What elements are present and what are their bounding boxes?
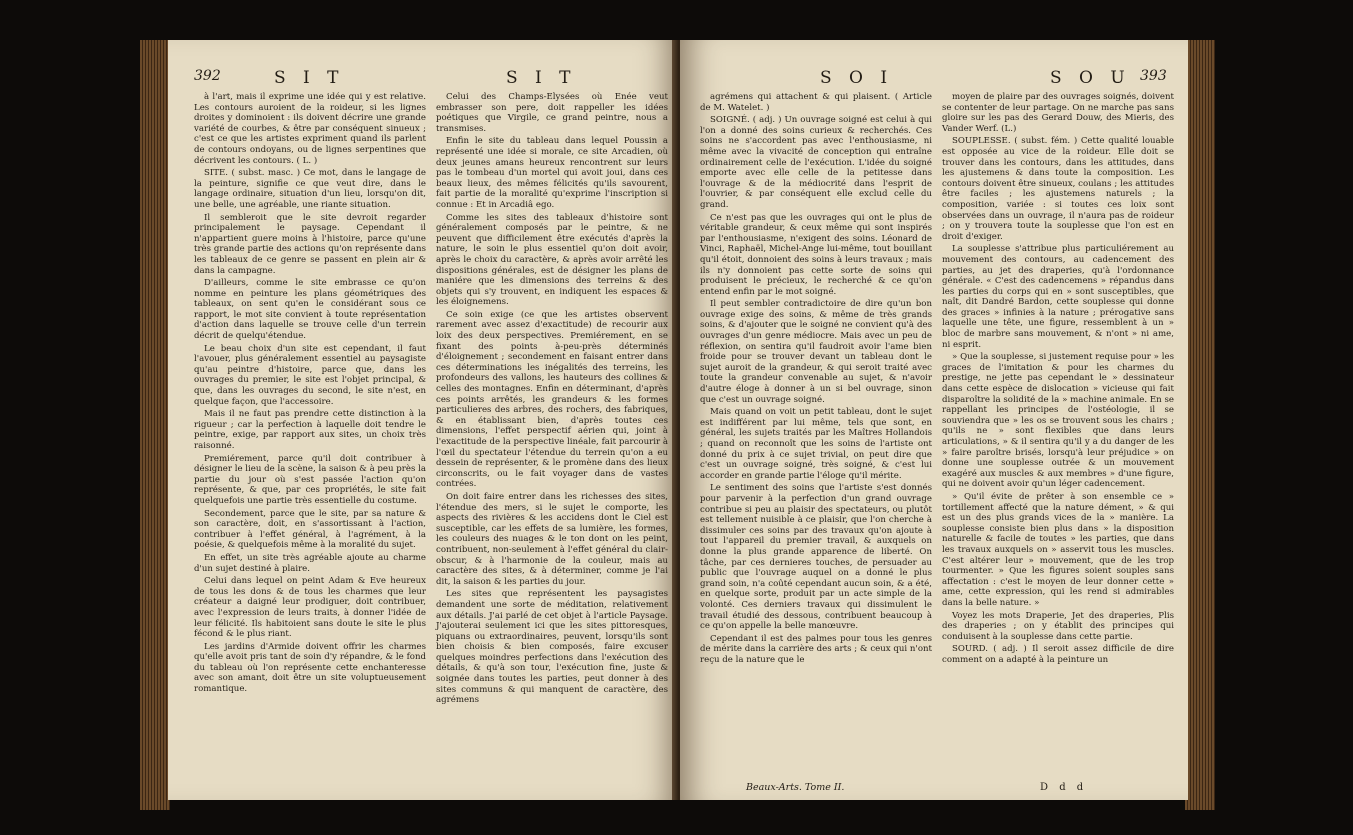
paragraph: Il peut sembler contradictoire de dire qu'un bon ouvrage exige des soins, & même de très grands soins, & d'ajouter que le soigné ne convient qu'à des ouvrages d'un genre médiocre. Mais avec un peu de réflexion, on sentira qu'il faudroit avoir l'ame bien froide pour se trouver devant un tableau dont le sujet auroit de la grandeur, & qui seroit traité avec toute la grandeur convenable au sujet, & n'avoir d'autre éloge à donner à un si bel ouvrage, sinon que c'est un ouvrage soigné. xyxy=(700,299,932,405)
paragraph: Celui dans lequel on peint Adam & Eve heureux de tous les dons & de tous les charmes que leur créateur a daigné leur prodiguer, doit contribuer, avec l'expression de leurs traits, à donner l'idée de leur félicité. Ils habitoient sans doute le site le plus fécond & le plus riant. xyxy=(194,576,426,640)
running-head-left-col1: S I T xyxy=(274,68,345,88)
paragraph: Mais il ne faut pas prendre cette distinction à la rigueur ; car la perfection à laquelle doit tendre le peintre, exige, par rapport aux sites, un choix très raisonné. xyxy=(194,409,426,451)
page-number-left: 392 xyxy=(194,68,221,84)
book-fore-edge-right xyxy=(1185,40,1215,810)
paragraph: Les jardins d'Armide doivent offrir les charmes qu'elle avoit pris tant de soin d'y répandre, & le fond du tableau où l'on représente cette enchanteresse avec son amant, doit être un site voluptueusement romantique. xyxy=(194,641,426,695)
right-running-head xyxy=(680,68,1188,90)
paragraph: Secondement, parce que le site, par sa nature & son caractère, doit, en s'assortissant à l'action, contribuer à l'effet général, à l'agrément, à la poésie, & quelquefois même à la moralité du sujet. xyxy=(194,508,426,551)
running-head-right-col2: S O U xyxy=(1050,68,1131,88)
paragraph: Le sentiment des soins que l'artiste s'est donnés pour parvenir à la perfection d'un grand ouvrage contribue si peu au plaisir des spectateurs, ou plutôt est tellement nuisible à ce plaisir, que l'on cherche à dissimuler ces soins par des travaux qu'on ajoute à tout l'appareil du premier travail, & auxquels on donne la plus grande apparence de liberté. On tâche, par ces dernieres touches, de persuader au public que l'ouvrage auquel on a donné le plus grand soin, n'a coûté cependant aucun soin, & a été, en quelque sorte, produit par un acte simple de la volonté. Ces derniers travaux qui dissimulent le travail étudié des dessous, contribuent beaucoup à ce qu'on appelle la belle manœuvre. xyxy=(700,483,932,632)
left-page-column-2 xyxy=(436,92,668,708)
paragraph: SITE. ( subst. masc. ) Ce mot, dans le langage de la peinture, signifie ce que veut dire, dans le langage ordinaire, situation d'un lieu, lorsqu'on dit, une belle, une agréable, une riante situation. xyxy=(194,168,426,210)
paragraph: Premiérement, parce qu'il doit contribuer à désigner le lieu de la scène, la saison & à peu près la partie du jour où s'est passée l'action qu'on représente, & que, par ces propriétés, le site fait quelquefois une partie très essentielle du costume. xyxy=(194,453,426,506)
paragraph: » Qu'il évite de prêter à son ensemble ce » tortillement affecté que la nature dément, » & qui est un des plus grands vices de la » manière. La souplesse consiste bien plus dans » la disposition naturelle & facile de toutes » les parties, que dans les travaux auxquels on » asservit tous les muscles. C'est altérer leur » mouvement, que de les trop tourmenter. » Que les figures soient souples sans affectation : c'est le moyen de leur donner cette » ame, cette expression, qui les rend si admirables dans la belle nature. » xyxy=(942,491,1174,608)
paragraph: Le beau choix d'un site est cependant, il faut l'avouer, plus généralement essentiel au paysagiste qu'au peintre d'histoire, parce que, dans les ouvrages du premier, le site est l'objet principal, & que, dans les ouvrages du second, le site n'est, en quelque façon, que l'accessoire. xyxy=(194,343,426,407)
right-page-column-2 xyxy=(942,92,1174,667)
paragraph: SOUPLESSE. ( subst. fém. ) Cette qualité louable est opposée au vice de la roideur. Elle doit se trouver dans les contours, dans les attitudes, dans les ajustemens & dans toute la composition. Les contours doivent être sinueux, coulans ; les attitudes être faciles ; les ajustemens naturels ; la composition, variée : si toutes ces loix sont observées dans un ouvrage, il n'aura pas de roideur ; on y trouvera toute la souplesse que l'on est en droit d'exiger. xyxy=(942,136,1174,242)
left-page-column-1 xyxy=(194,92,426,697)
paragraph: Celui des Champs-Elysées où Enée veut embrasser son pere, doit rappeller les idées poétiques que Virgile, ce grand peintre, nous a transmises. xyxy=(436,92,668,134)
page-signature-mark: D d d xyxy=(1040,782,1088,793)
paragraph: Les sites que représentent les paysagistes demandent une sorte de méditation, relativement aux détails. J'ai parlé de cet objet à l'article Paysage. J'ajouterai seulement ici que les sites pittoresques, piquans ou extraordinaires, peuvent, lorsqu'ils sont bien choisis & bien composés, faire excuser quelques moindres perfections dans l'exécution des détails, & qu'à son tour, l'exécution fine, juste & soignée dans toutes les parties, peut donner à des sites communs & qui manquent de caractère, des agrémens xyxy=(436,589,668,706)
paragraph: Il sembleroit que le site devroit regarder principalement le paysage. Cependant il n'appartient guere moins à l'histoire, parce qu'une très grande partie des actions qu'on représente dans les tableaux de ce genre se passent en plein air & dans la campagne. xyxy=(194,212,426,276)
paragraph: On doit faire entrer dans les richesses des sites, l'étendue des mers, si le sujet le comporte, les aspects des rivières & les accidens dont le Ciel est susceptible, car les effets de sa lumière, les formes, les couleurs des nuages & le ton dont on les peint, contribuent, non-seulement à l'effet général du clair-obscur, & à l'harmonie de la couleur, mais au caractère des sites, & à déterminer, comme je l'ai dit, la saison & les parties du jour. xyxy=(436,491,668,587)
left-page xyxy=(168,40,678,800)
right-page-column-1 xyxy=(700,92,932,667)
paragraph: à l'art, mais il exprime une idée qui y est relative. Les contours auroient de la roideur, si les lignes droites y dominoient : ils doivent décrire une grande variété de courbes, & être par conséquent sinueux ; c'est ce que les artistes expriment quand ils parlent de contours ondoyans, ou de lignes serpentines que décrivent les contours. ( L. ) xyxy=(194,92,426,166)
paragraph: agrémens qui attachent & qui plaisent. ( Article de M. Watelet. ) xyxy=(700,92,932,113)
paragraph: Comme les sites des tableaux d'histoire sont généralement composés par le peintre, & ne peuvent que difficilement être exécutés d'après la nature, le soin le plus essentiel qu'on doit avoir, après le choix du caractère, & après avoir arrêté les dispositions générales, est de désigner les plans de maniére que les dimensions des terreins & des objets qui s'y trouvent, en indiquent les espaces & les éloignemens. xyxy=(436,212,668,308)
page-footer-volume: Beaux-Arts. Tome II. xyxy=(746,782,845,793)
left-running-head xyxy=(168,68,678,90)
paragraph: » Que la souplesse, si justement requise pour » les graces de l'imitation & pour les charmes du prestige, ne jette pas cependant le » dessinateur dans cette espèce de dislocation » vicieuse qui fait disparoître la solidité de la » machine animale. En se rappellant les principes de l'ostéologie, il se souviendra que » les os se trouvent sous les chairs ; qu'ils ne » sont flexibles que dans leurs articulations, » & il sentira qu'il y a du danger de les » faire paroître brisés, lorsqu'à leur préjudice » on donne une souplesse outrée & un mouvement exagéré aux muscles & aux membres » d'une figure, qui ne doivent avoir qu'un léger cadencement. xyxy=(942,352,1174,490)
paragraph: Ce n'est pas que les ouvrages qui ont le plus de véritable grandeur, & ceux même qui sont inspirés par l'enthousiasme, n'exigent des soins. Léonard de Vinci, Raphaël, Michel-Ange lui-même, tout bouillant qu'il étoit, donnoient des soins à leurs travaux ; mais ils n'y donnoient pas cette sorte de soins qui produisent le précieux, le recherché & ce qu'on entend enfin par le mot soigné. xyxy=(700,212,932,297)
paragraph: La souplesse s'attribue plus particuliérement au mouvement des contours, au cadencement des parties, au jet des draperies, qu'à l'ordonnance générale. « C'est des cadencemens » répandus dans les parties du corps qui en » sont susceptibles, que naît, dit Dandré Bardon, cette souplesse qui donne des graces » infinies à la nature ; prérogative sans laquelle une tête, une figure, ressemblent à un » bloc de marbre sans mouvement, & n'ont » ni ame, ni esprit. xyxy=(942,244,1174,350)
paragraph: Voyez les mots Draperie, Jet des draperies, Plis des draperies ; on y établit des principes qui conduisent à la souplesse dans cette partie. xyxy=(942,610,1174,642)
paragraph: En effet, un site très agréable ajoute au charme d'un sujet destiné à plaire. xyxy=(194,552,426,574)
book-fore-edge-left xyxy=(140,40,170,810)
running-head-left-col2: S I T xyxy=(506,68,577,88)
paragraph: Cependant il est des palmes pour tous les genres de mérite dans la carrière des arts ; & ceux qui n'ont reçu de la nature que le xyxy=(700,633,932,665)
paragraph: Enfin le site du tableau dans lequel Poussin a représenté une idée si morale, ce site Arcadien, où deux jeunes amans heureux rencontrent sur leurs pas le tombeau d'un mortel qui avoit joui, dans ces beaux lieux, des mêmes félicités qu'ils savourent, fait partie de la moralité qu'exprime l'inscription si connue : Et in Arcadiâ ego. xyxy=(436,136,668,210)
page-number-right: 393 xyxy=(1140,68,1167,84)
paragraph: SOIGNÉ. ( adj. ) Un ouvrage soigné est celui à qui l'on a donné des soins curieux & recherchés. Ces soins ne s'accordent pas avec l'enthousiasme, ni même avec la vivacité de conception qui entraîne ordinairement celle de l'exécution. L'idée du soigné emporte avec elle celle de la petitesse dans l'ouvrage & de la médiocrité dans l'esprit de l'ouvrier, & par conséquent elle exclud celle du grand. xyxy=(700,115,932,210)
paragraph: D'ailleurs, comme le site embrasse ce qu'on nomme en peinture les plans géométriques des tableaux, on sent qu'en le considérant sous ce rapport, le mot site convient à toute représentation d'action dans laquelle se trouve celle d'un terrein décrit de quelqu'étendue. xyxy=(194,278,426,342)
paragraph: Mais quand on voit un petit tableau, dont le sujet est indifférent par lui même, tels que sont, en général, les sujets traités par les Maîtres Hollandois ; quand on reconnoît que les soins de l'artiste ont donné du prix à ce sujet trivial, on peut dire que c'est un ouvrage soigné, très soigné, & c'est lui accorder en grande partie l'éloge qu'il mérite. xyxy=(700,407,932,481)
paragraph: Ce soin exige (ce que les artistes observent rarement avec assez d'exactitude) de recourir aux loix des deux perspectives. Premiérement, en se fixant des points à-peu-près déterminés d'éloignement ; secondement en faisant entrer dans ces déterminations les inégalités des terreins, les profondeurs des vallons, les hauteurs des collines & celles des montagnes. Enfin en déterminant, d'après ces points arrêtés, les grandeurs & les formes particulieres des arbres, des rochers, des fabriques, & en établissant bien, d'après toutes ces dimensions, l'effet perspectif aérien qui, joint à l'exactitude de la perspective linéale, fait parcourir à l'œil du spectateur l'étendue du terrein qu'on a eu dessein de représenter, & le promène dans des lieux circonscrits, ou le fait voyager dans de vastes contrées. xyxy=(436,309,668,490)
right-page xyxy=(680,40,1188,800)
paragraph: SOURD. ( adj. ) Il seroit assez difficile de dire comment on a adapté à la peinture un xyxy=(942,644,1174,665)
running-head-right-col1: S O I xyxy=(820,68,894,88)
paragraph: moyen de plaire par des ouvrages soignés, doivent se contenter de leur partage. On ne marche pas sans gloire sur les pas des Gerard Douw, des Mieris, des Vander Werf. (L.) xyxy=(942,92,1174,134)
